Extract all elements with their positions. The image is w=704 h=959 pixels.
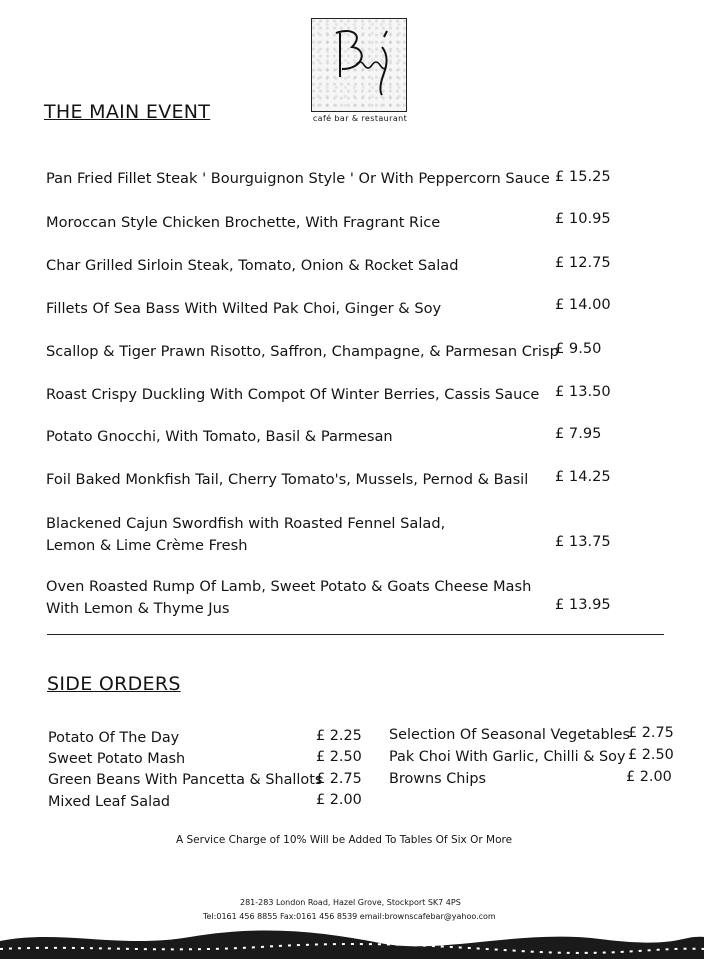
- side-item-name: Potato Of The Day: [48, 730, 180, 746]
- side-item-price: £ 2.00: [316, 792, 362, 808]
- logo-tagline: café bar & restaurant: [312, 114, 408, 123]
- menu-item-name: Fillets Of Sea Bass With Wilted Pak Choi, Ginger & Soy: [46, 300, 442, 317]
- browns-logo: [311, 18, 407, 112]
- menu-item-name: Roast Crispy Duckling With Compot Of Winter Berries, Cassis Sauce: [46, 386, 540, 403]
- main-event-heading: THE MAIN EVENT: [44, 101, 211, 123]
- menu-item-price: £ 14.00: [555, 296, 611, 313]
- menu-item-name: Oven Roasted Rump Of Lamb, Sweet Potato & Goats Cheese Mash: [46, 578, 532, 595]
- side-item-price: £ 2.75: [628, 725, 674, 741]
- side-item-name: Browns Chips: [389, 771, 487, 787]
- menu-item-name: Pan Fried Fillet Steak ' Bourguignon Style ' Or With Peppercorn Sauce: [46, 170, 550, 187]
- menu-item-price: £ 10.95: [555, 210, 611, 227]
- menu-item-price: £ 15.25: [555, 168, 611, 185]
- side-item-name: Green Beans With Pancetta & Shallots: [48, 772, 323, 788]
- side-item-price: £ 2.50: [628, 747, 674, 763]
- menu-item-price: £ 13.75: [555, 533, 611, 550]
- section-divider: [47, 634, 664, 635]
- menu-item-name-line2: Lemon & Lime Crème Fresh: [46, 537, 248, 554]
- browns-signature-icon: [312, 19, 406, 111]
- menu-item-name: Char Grilled Sirloin Steak, Tomato, Onion & Rocket Salad: [46, 257, 459, 274]
- side-orders-heading: SIDE ORDERS: [47, 673, 181, 695]
- menu-item-price: £ 12.75: [555, 254, 611, 271]
- menu-item-name: Potato Gnocchi, With Tomato, Basil & Parmesan: [46, 428, 393, 445]
- brush-stroke-border: [0, 919, 704, 959]
- menu-item-name: Scallop & Tiger Prawn Risotto, Saffron, Champagne, & Parmesan Crisp: [46, 343, 559, 360]
- footer-address: 281-283 London Road, Hazel Grove, Stockport SK7 4PS: [240, 898, 461, 907]
- menu-item-name: Moroccan Style Chicken Brochette, With Fragrant Rice: [46, 214, 441, 231]
- menu-item-name: Foil Baked Monkfish Tail, Cherry Tomato's, Mussels, Pernod & Basil: [46, 471, 529, 488]
- side-item-name: Pak Choi With Garlic, Chilli & Soy: [389, 749, 626, 765]
- side-item-price: £ 2.75: [316, 771, 362, 787]
- menu-item-price: £ 9.50: [555, 340, 602, 357]
- side-item-price: £ 2.00: [626, 769, 672, 785]
- menu-item-price: £ 13.50: [555, 383, 611, 400]
- side-item-name: Selection Of Seasonal Vegetables: [389, 727, 630, 743]
- side-item-price: £ 2.50: [316, 749, 362, 765]
- menu-item-price: £ 7.95: [555, 425, 602, 442]
- menu-item-price: £ 14.25: [555, 468, 611, 485]
- side-item-price: £ 2.25: [316, 728, 362, 744]
- side-item-name: Mixed Leaf Salad: [48, 794, 171, 810]
- menu-item-name: Blackened Cajun Swordfish with Roasted Fennel Salad,: [46, 515, 446, 532]
- service-charge-note: A Service Charge of 10% Will be Added To Tables Of Six Or More: [176, 834, 513, 846]
- menu-item-name-line2: With Lemon & Thyme Jus: [46, 600, 230, 617]
- footer-contact: Tel:0161 456 8855 Fax:0161 456 8539 email:brownscafebar@yahoo.com: [203, 912, 496, 921]
- side-item-name: Sweet Potato Mash: [48, 751, 186, 767]
- menu-item-price: £ 13.95: [555, 596, 611, 613]
